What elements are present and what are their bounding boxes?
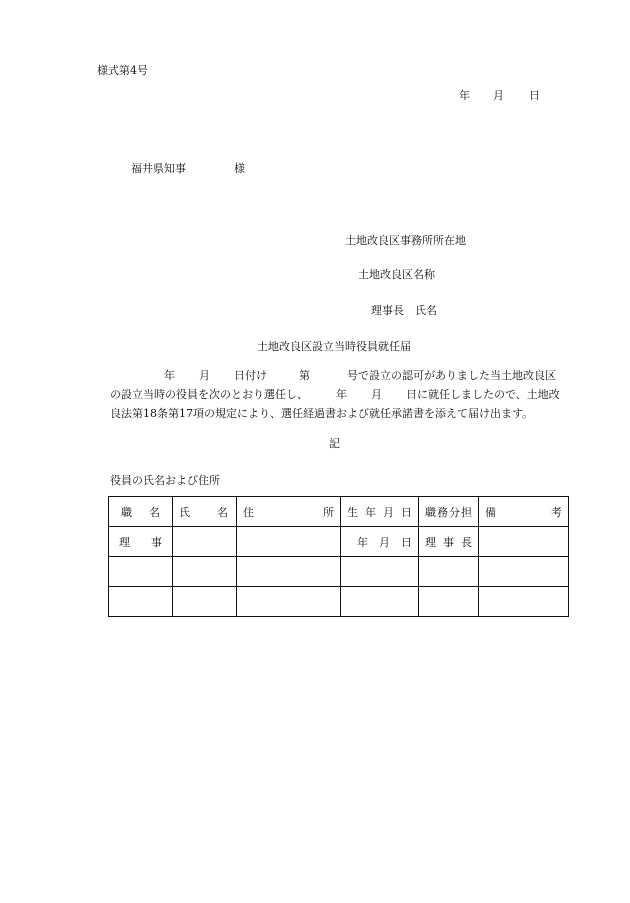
header-text: 所 [323,505,334,519]
header-duty [419,497,479,527]
header-text: 月 [383,505,394,519]
cell-duty [419,557,479,587]
addressee-honorific: 様 [234,162,245,175]
header-text: 生 [347,505,358,519]
table-row [109,527,569,557]
officers-table [108,496,569,617]
date-month-label: 月 [493,89,504,102]
header-text: 備 [485,505,496,519]
addressee [131,162,245,176]
cell-remarks [479,587,569,617]
body-line-2-start: の設立当時の役員を次のとおり選任し、 [110,388,308,401]
cell-birthdate [341,557,419,587]
cell-text: 事 [151,535,162,549]
cell-duty [419,587,479,617]
cell-duty [419,527,479,557]
document-title: 土地改良区設立当時役員就任届 [257,340,411,353]
body-line-3-text: 良法第18条第17項の規定により、選任経過書および就任承諾書を添えて届け出ます。 [110,407,534,420]
body-line-2-year: 年 [336,388,347,401]
header-text: 職 [425,505,436,519]
sender-chairman-label: 理事長 氏名 [371,304,437,317]
cell-text: 日 [401,535,412,549]
cell-address [237,527,341,557]
header-position [109,497,173,527]
body-month: 月 [199,369,210,382]
date-day-label: 日 [529,89,540,102]
body-text [110,366,572,423]
header-address [237,497,341,527]
table-row [109,587,569,617]
cell-address [237,557,341,587]
cell-address [237,587,341,617]
header-text: 担 [461,505,472,519]
header-text: 年 [365,505,376,519]
body-year: 年 [164,369,175,382]
body-line-2-rest: 日に就任しましたので、土地改 [406,388,560,401]
cell-position [109,587,173,617]
sender-office-address-label: 土地改良区事務所所在地 [345,234,466,247]
header-text: 日 [401,505,412,519]
cell-birthdate [341,527,419,557]
table-row [109,557,569,587]
header-text: 考 [551,505,562,519]
cell-remarks [479,527,569,557]
cell-remarks [479,557,569,587]
header-text: 名 [217,505,228,519]
body-dated: 日付け [234,369,267,382]
header-text: 氏 [179,505,190,519]
body-dai: 第 [299,369,310,382]
header-birthdate [341,497,419,527]
cell-text: 事 [443,535,454,549]
body-line-1 [110,366,572,385]
cell-name [173,557,237,587]
cell-position [109,527,173,557]
header-text: 名 [149,505,160,519]
body-line-3 [110,404,572,423]
body-line-2-month: 月 [371,388,382,401]
cell-position [109,557,173,587]
cell-text: 月 [379,535,390,549]
header-text: 務 [437,505,448,519]
addressee-name: 福井県知事 [131,162,186,175]
sender-name-label: 土地改良区名称 [358,268,435,281]
form-number: 様式第4号 [97,64,148,77]
table-caption: 役員の氏名および住所 [110,474,220,487]
header-text: 職 [121,505,132,519]
body-line-2 [110,385,572,404]
ki-heading: 記 [329,437,340,450]
date-year-label: 年 [459,89,470,102]
cell-text: 理 [425,535,436,549]
body-line-1-rest: 号で設立の認可がありました当土地改良区 [347,369,556,382]
cell-name [173,527,237,557]
cell-text: 理 [119,535,130,549]
cell-text: 年 [357,535,368,549]
header-name [173,497,237,527]
header-text: 住 [243,505,254,519]
cell-text: 長 [461,535,472,549]
table-header-row [109,497,569,527]
header-remarks [479,497,569,527]
cell-birthdate [341,587,419,617]
cell-name [173,587,237,617]
header-text: 分 [449,505,460,519]
